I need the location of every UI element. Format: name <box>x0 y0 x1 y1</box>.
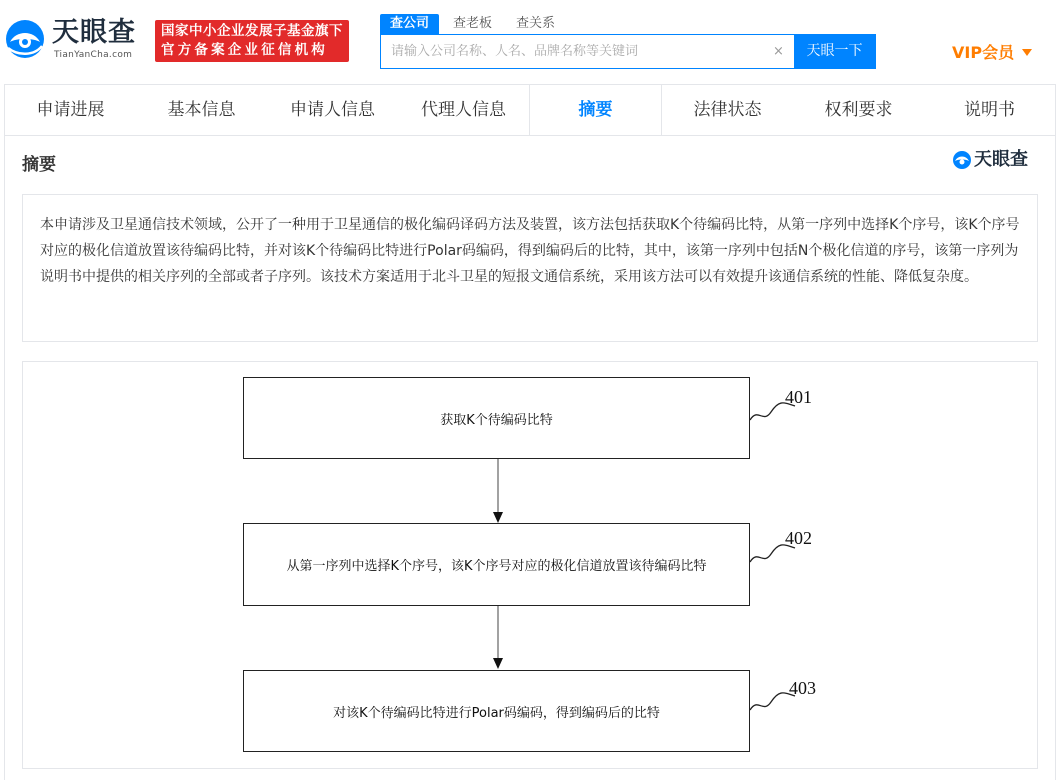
vip-label: VIP会员 <box>952 43 1015 62</box>
site-header <box>0 0 1060 84</box>
tab-claims[interactable]: 权利要求 <box>824 100 893 120</box>
search-type-tabs <box>380 14 569 34</box>
flow-step-number: 401 <box>785 387 812 407</box>
tab-basic-info[interactable]: 基本信息 <box>167 100 236 120</box>
logo-text: 天眼查 <box>52 17 136 48</box>
flow-step-text: 对该K个待编码比特进行Polar码编码，得到编码后的比特 <box>333 705 660 721</box>
tianyancha-small-logo-icon <box>952 150 972 170</box>
search-tab-relation[interactable]: 查关系 <box>516 16 556 31</box>
abstract-text: 本申请涉及卫星通信技术领域，公开了一种用于卫星通信的极化编码译码方法及装置，该方法包括获取K个待编码比特，从第一序列中选择K个序号，该K个序号对应的极化信道放置该待编码比特，并对该K个待编码比特进行Polar码编码，得到编码后的比特，其中，该第一序列中包括N个极化信道的序号，该第一序列为说明书中提供的相关序列的全部或者子序列。该技术方案适用于北斗卫星的短报文通信系统，采用该方法可以有效提升该通信系统的性能、降低复杂度。 <box>22 194 1038 342</box>
slogan-banner <box>155 20 349 62</box>
logo-subtext: TianYanCha.com <box>54 50 133 60</box>
flow-arrow-head <box>493 512 503 523</box>
banner-line-1: 国家中小企业发展子基金旗下 <box>161 23 343 39</box>
site-logo[interactable] <box>4 16 146 64</box>
tab-applicant-info[interactable]: 申请人信息 <box>290 100 375 120</box>
search-input[interactable] <box>381 35 793 68</box>
abstract-figure <box>22 361 1038 769</box>
flow-step-text: 从第一序列中选择K个序号，该K个序号对应的极化信道放置该待编码比特 <box>286 559 707 574</box>
flow-step-number: 403 <box>789 678 816 698</box>
content-border-right <box>1055 136 1056 780</box>
search-button[interactable]: 天眼一下 <box>794 35 875 68</box>
flow-step-box <box>243 670 750 752</box>
vip-menu[interactable] <box>952 40 1032 63</box>
search-tab-company[interactable]: 查公司 <box>380 14 439 34</box>
tianyancha-logo-icon <box>4 18 46 60</box>
flow-step-text: 获取K个待编码比特 <box>440 412 553 428</box>
caret-down-icon <box>1022 49 1032 56</box>
search-box <box>380 34 876 69</box>
content-border-left <box>4 136 5 780</box>
banner-line-2: 官方备案企业征信机构 <box>161 42 328 58</box>
search-tab-boss[interactable]: 查老板 <box>453 16 493 31</box>
flow-step-box <box>243 377 750 459</box>
section-title: 摘要 <box>22 155 56 175</box>
flow-arrow-head <box>493 658 503 669</box>
tab-legal-status[interactable]: 法律状态 <box>693 100 762 120</box>
flow-step-box <box>243 523 750 606</box>
tab-abstract[interactable]: 摘要 <box>529 85 662 135</box>
detail-tab-bar <box>4 84 1056 136</box>
tab-agent-info[interactable]: 代理人信息 <box>421 100 506 120</box>
flow-step-number: 402 <box>785 528 812 548</box>
tab-description[interactable]: 说明书 <box>964 100 1015 120</box>
brand-text: 天眼查 <box>974 149 1028 170</box>
tab-application-progress[interactable]: 申请进展 <box>36 100 105 120</box>
close-icon[interactable]: × <box>773 44 784 59</box>
